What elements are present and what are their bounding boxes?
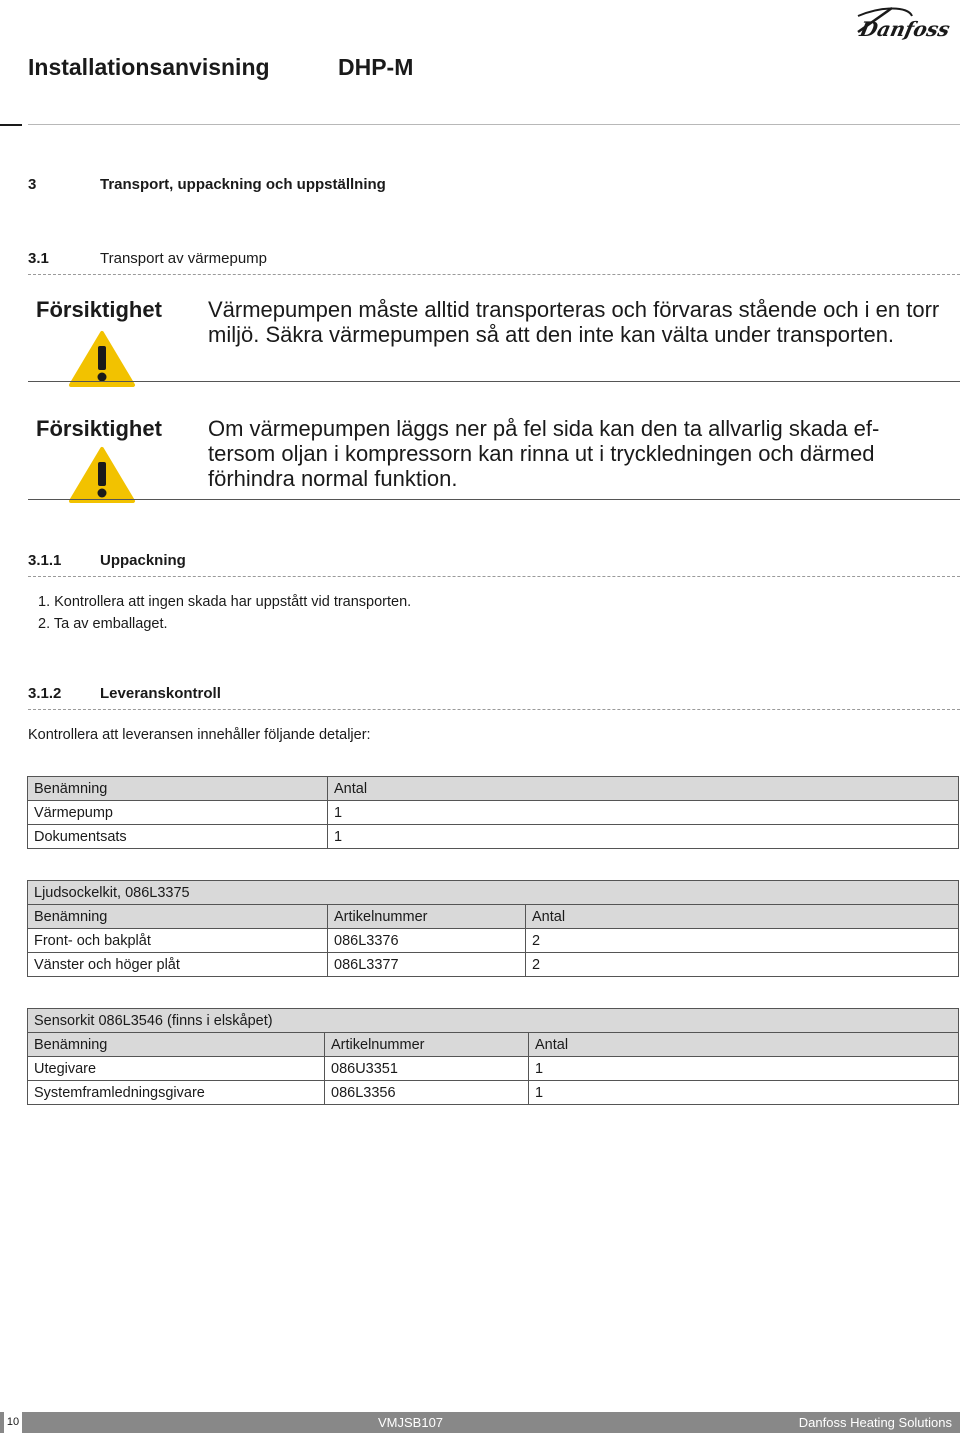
- table-header-cell: Benämning: [28, 1033, 325, 1057]
- section-divider: [28, 709, 960, 710]
- table-cell: 086U3351: [325, 1057, 529, 1081]
- table-cell: Värmepump: [28, 801, 328, 825]
- section-divider: [28, 576, 960, 577]
- header-rule: [28, 124, 960, 125]
- table-caption-row: [28, 1009, 959, 1033]
- sensor-kit-table: [27, 1008, 959, 1105]
- warning-icon: [68, 446, 136, 504]
- table-row: [28, 801, 959, 825]
- warning-icon: [68, 330, 136, 388]
- table-header-cell: Benämning: [28, 905, 328, 929]
- table-cell: 2: [526, 929, 959, 953]
- table-cell: 086L3377: [328, 953, 526, 977]
- table-row: [28, 929, 959, 953]
- caution-text: Om värmepumpen läggs ner på fel sida kan den ta allvarlig skada ef- tersom oljan i kompressorn kan rinna ut i tryckledningen och därmed förhindra normal funktion.: [208, 416, 880, 491]
- document-model: DHP-M: [338, 54, 414, 80]
- table-cell: 1: [529, 1081, 959, 1105]
- table-header-row: [28, 905, 959, 929]
- table-cell: Utegivare: [28, 1057, 325, 1081]
- intro-text: Kontrollera att leveransen innehåller följande detaljer:: [28, 727, 371, 743]
- caution-divider: [28, 381, 960, 382]
- page-number: 10: [4, 1412, 22, 1433]
- table-row: [28, 1081, 959, 1105]
- table-cell: 1: [328, 801, 959, 825]
- table-row: [28, 953, 959, 977]
- section-title: Transport av värmepump: [100, 250, 268, 267]
- table-cell: 1: [529, 1057, 959, 1081]
- table-header-cell: Antal: [328, 777, 959, 801]
- section-number: 3.1: [28, 250, 49, 267]
- table-caption-row: [28, 881, 959, 905]
- table-cell: 086L3376: [328, 929, 526, 953]
- table-cell: 1: [328, 825, 959, 849]
- section-number: 3.1.1: [28, 552, 62, 569]
- table-cell: Front- och bakplåt: [28, 929, 328, 953]
- company-name: Danfoss Heating Solutions: [798, 1415, 952, 1430]
- section-number: 3: [28, 176, 37, 193]
- table-cell: Systemframledningsgivare: [28, 1081, 325, 1105]
- document-code: VMJSB107: [378, 1415, 444, 1430]
- table-header-cell: Artikelnummer: [328, 905, 526, 929]
- table-header-row: [28, 1033, 959, 1057]
- table-header-cell: Artikelnummer: [325, 1033, 529, 1057]
- caution-text: Värmepumpen måste alltid transporteras och förvaras stående och i en torr miljö. Säkra värmepumpen så att den inte kan välta under transporten.: [208, 297, 940, 347]
- list-item: 1. Kontrollera att ingen skada har uppstått vid transporten.: [38, 594, 412, 610]
- section-divider: [28, 274, 960, 275]
- section-title: Uppackning: [100, 552, 186, 569]
- document-title: Installationsanvisning: [28, 54, 270, 80]
- table-cell: 086L3356: [325, 1081, 529, 1105]
- section-number: 3.1.2: [28, 685, 62, 702]
- caution-label: Försiktighet: [36, 416, 162, 441]
- section-title: Transport, uppackning och uppställning: [100, 176, 386, 193]
- sound-base-kit-table: [27, 880, 959, 977]
- list-item: 2. Ta av emballaget.: [38, 616, 168, 632]
- danfoss-logo: [852, 2, 956, 44]
- table-header-cell: Antal: [526, 905, 959, 929]
- header-rule-left: [0, 124, 22, 126]
- section-title: Leveranskontroll: [100, 685, 221, 702]
- svg-text:Danfoss: Danfoss: [857, 17, 953, 41]
- table-cell: Dokumentsats: [28, 825, 328, 849]
- caution-divider: [28, 499, 960, 500]
- delivery-table: [27, 776, 959, 849]
- table-header-row: [28, 777, 959, 801]
- table-cell: Vänster och höger plåt: [28, 953, 328, 977]
- table-row: [28, 1057, 959, 1081]
- table-header-cell: Antal: [529, 1033, 959, 1057]
- caution-label: Försiktighet: [36, 297, 162, 322]
- table-cell: 2: [526, 953, 959, 977]
- table-caption: Ljudsockelkit, 086L3375: [28, 881, 959, 905]
- table-header-cell: Benämning: [28, 777, 328, 801]
- table-caption: Sensorkit 086L3546 (finns i elskåpet): [28, 1009, 959, 1033]
- table-row: [28, 825, 959, 849]
